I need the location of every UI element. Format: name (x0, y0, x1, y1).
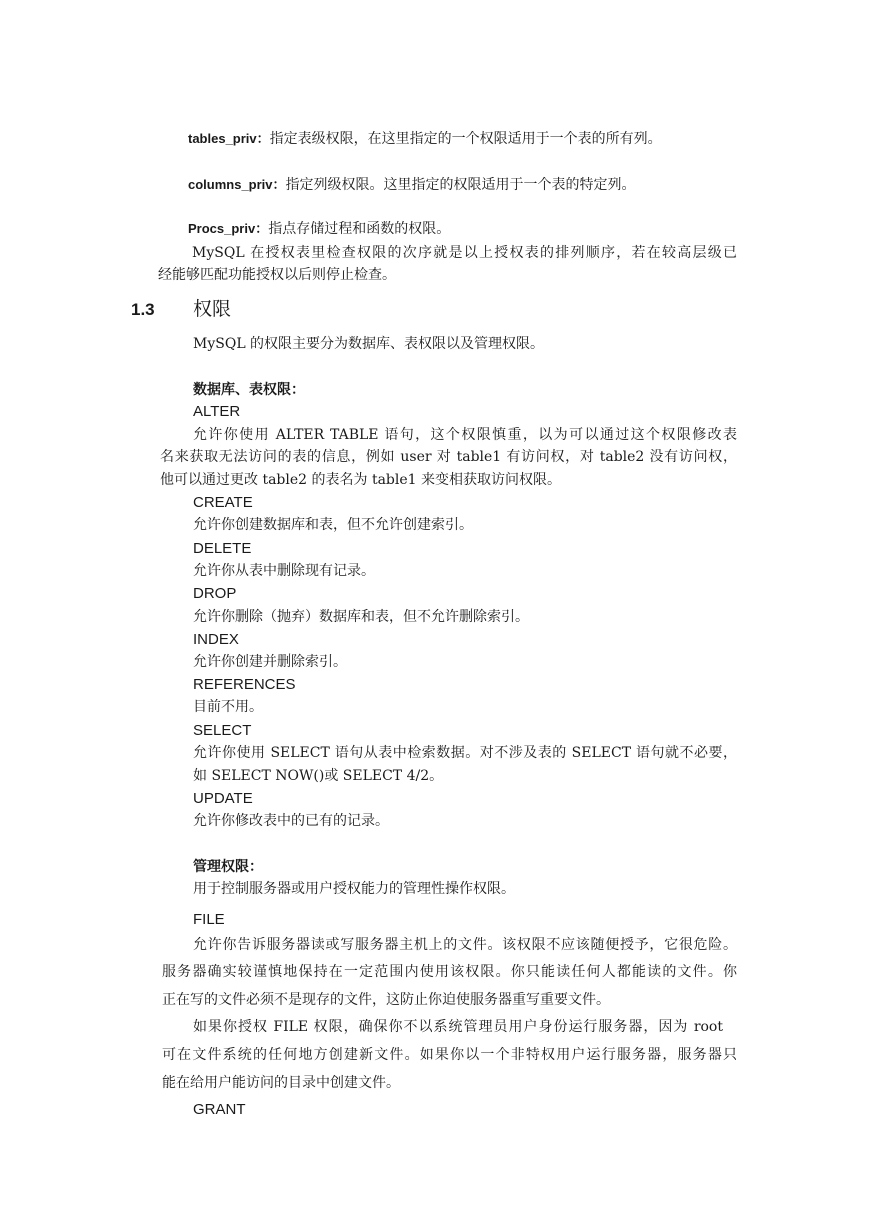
procs-priv-line (188, 219, 450, 239)
priv-file: FILE (193, 911, 225, 928)
alter-desc-line-1: 允许你使用 ALTER TABLE 语句，这个权限慎重，以为可以通过这个权限修改表 (193, 427, 737, 443)
priv-delete: DELETE (193, 540, 252, 557)
alter-desc-line-3: 他可以通过更改 table2 的表名为 table1 来变相获取访问权限。 (160, 472, 562, 488)
drop-desc: 允许你删除（抛弃）数据库和表，但不允许删除索引。 (193, 609, 529, 625)
select-desc-line-2: 如 SELECT NOW()或 SELECT 4/2。 (193, 768, 444, 784)
references-desc: 目前不用。 (193, 699, 263, 715)
columns-priv-line (188, 175, 636, 195)
delete-desc: 允许你从表中删除现有记录。 (193, 563, 375, 579)
columns-priv-term: columns_priv： (188, 177, 286, 192)
alter-desc-line-2: 名来获取无法访问的表的信息，例如 user 对 table1 有访问权，对 table2 没有访问权， (160, 449, 737, 465)
check-order-line-1: MySQL 在授权表里检查权限的次序就是以上授权表的排列顺序，若在较高层级已 (192, 245, 737, 261)
file-para1-line-2: 服务器确实较谨慎地保持在一定范围内使用该权限。你只能读任何人都能读的文件。你 (162, 964, 737, 980)
tables-priv-desc: 指定表级权限，在这里指定的一个权限适用于一个表的所有列。 (269, 131, 662, 147)
tables-priv-line (188, 129, 662, 149)
priv-select: SELECT (193, 722, 252, 739)
admin-desc: 用于控制服务器或用户授权能力的管理性操作权限。 (193, 881, 515, 897)
file-para2-line-1: 如果你授权 FILE 权限，确保你不以系统管理员用户身份运行服务器，因为 root (193, 1019, 723, 1035)
db-table-heading: 数据库、表权限： (193, 382, 305, 398)
procs-priv-desc: 指点存储过程和函数的权限。 (268, 221, 451, 237)
check-order-line-2: 经能够匹配功能授权以后则停止检查。 (158, 267, 396, 283)
priv-index: INDEX (193, 631, 239, 648)
file-para2-line-3: 能在给用户能访问的目录中创建文件。 (162, 1075, 400, 1091)
create-desc: 允许你创建数据库和表，但不允许创建索引。 (193, 517, 473, 533)
priv-references: REFERENCES (193, 676, 296, 693)
update-desc: 允许你修改表中的已有的记录。 (193, 813, 389, 829)
section-summary: MySQL 的权限主要分为数据库、表权限以及管理权限。 (193, 336, 545, 352)
section-title: 权限 (193, 298, 232, 320)
priv-alter: ALTER (193, 403, 241, 420)
procs-priv-term: Procs_priv： (188, 221, 269, 236)
columns-priv-desc: 指定列级权限。这里指定的权限适用于一个表的特定列。 (285, 177, 636, 193)
tables-priv-term: tables_priv： (188, 131, 270, 146)
file-para1-line-1: 允许你告诉服务器读或写服务器主机上的文件。该权限不应该随便授予，它很危险。 (193, 937, 737, 953)
priv-update: UPDATE (193, 790, 253, 807)
file-para2-line-2: 可在文件系统的任何地方创建新文件。如果你以一个非特权用户运行服务器，服务器只 (162, 1047, 737, 1063)
priv-create: CREATE (193, 494, 253, 511)
section-number: 1.3 (131, 300, 155, 319)
file-para1-line-3: 正在写的文件必须不是现存的文件，这防止你迫使服务器重写重要文件。 (162, 992, 610, 1008)
admin-heading: 管理权限： (193, 859, 263, 875)
priv-drop: DROP (193, 585, 237, 602)
index-desc: 允许你创建并删除索引。 (193, 654, 347, 670)
select-desc-line-1: 允许你使用 SELECT 语句从表中检索数据。对不涉及表的 SELECT 语句就不必要， (193, 745, 737, 761)
priv-grant: GRANT (193, 1101, 246, 1118)
